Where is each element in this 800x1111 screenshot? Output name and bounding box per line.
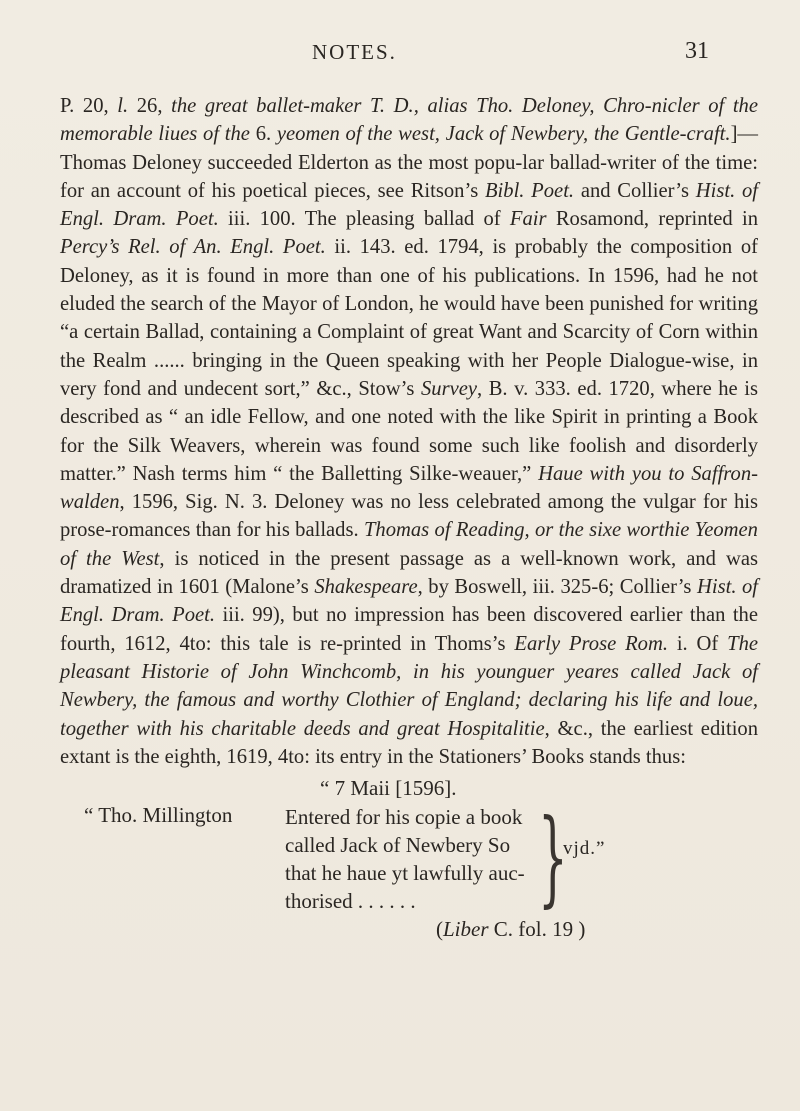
note-paragraph: P. 20, l. 26, the great ballet-maker T. D., alias Tho. Deloney, Chro-nicler of the memorable liues of the 6. yeomen of the west, Jack of Newbery, the Gentle-craft.]—Thomas Deloney succeeded Elderton as the most popu-lar ballad-writer of the time: for an account of his poetical pieces, see Ritson’s Bibl. Poet. and Collier’s Hist. of Engl. Dram. Poet. iii. 100. The pleasing ballad of Fair Rosamond, reprinted in Percy’s Rel. of An. Engl. Poet. ii. 143. ed. 1794, is probably the composition of Deloney, as it is found in more than one of his publications. In 1596, had he not eluded the search of the Mayor of London, he would have been punished for writing “a certain Ballad, containing a Complaint of great Want and Scarcity of Corn within the Realm ...... bringing in the Queen speaking with her People Dialogue-wise, in very fond and undecent sort,” &c., Stow’s Survey, B. v. 333. ed. 1720, where he is described as “ an idle Fellow, and one noted with the like Spirit in printing a Book for the Silk Weavers, wherein was found some such like foolish and disorderly matter.” Nash terms him “ the Balletting Silke-weauer,” Haue with you to Saffron-walden, 1596, Sig. N. 3. Deloney was no less celebrated among the vulgar for his prose-romances than for his ballads. Thomas of Reading, or the sixe worthie Yeomen of the West, is noticed in the present passage as a well-known work, and was dramatized in 1601 (Malone’s Shakespeare, by Boswell, iii. 325-6; Collier’s Hist. of Engl. Dram. Poet. iii. 99), but no impression has been discovered earlier than the fourth, 1612, 4to: this tale is re-printed in Thoms’s Early Prose Rom. i. Of The pleasant Historie of John Winchcomb, in his younguer yeares called Jack of Newbery, the famous and worthy Clothier of England; declaring his life and loue, together with his charitable deeds and great Hospitalitie, &c., the earliest edition extant is the eighth, 1619, 4to: its entry in the Stationers’ Books stands thus: — [60, 95, 759, 768]
entry-date: “ 7 Maii [1596]. — [320, 776, 457, 800]
running-head: NOTES. — [312, 40, 397, 64]
entry-line: called Jack of Newbery So — [285, 833, 511, 857]
note-body — [60, 92, 758, 771]
entry-line: that he haue yt lawfully auc- — [285, 861, 525, 885]
entry-line: thorised . . . . . . — [285, 889, 416, 913]
source-ref-liber: Liber — [443, 917, 489, 941]
entry-line: Entered for his copie a book — [285, 805, 523, 829]
page-header — [0, 40, 800, 70]
entry-entrant: “ Tho. Millington — [84, 803, 233, 827]
entry-text — [285, 803, 545, 915]
source-ref-open: ( — [436, 917, 443, 941]
entry-fee: vjd.” — [563, 838, 606, 859]
right-brace-icon: } — [538, 796, 568, 918]
source-ref-rest: C. fol. 19 ) — [488, 917, 586, 941]
source-reference — [436, 917, 585, 942]
page-number: 31 — [685, 38, 709, 64]
